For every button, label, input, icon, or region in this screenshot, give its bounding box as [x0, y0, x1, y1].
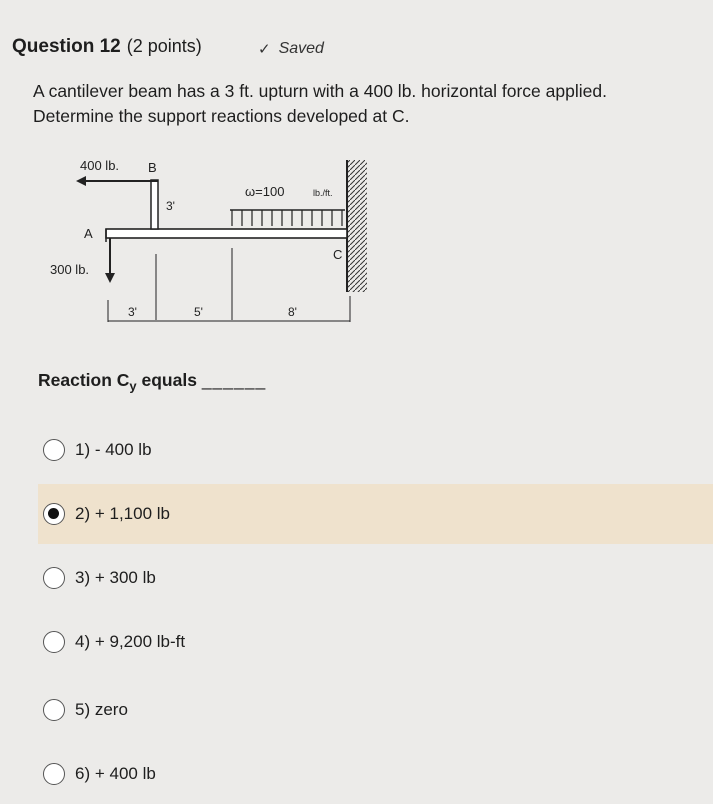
answer-option-2[interactable]	[38, 484, 713, 544]
radio-button[interactable]	[43, 439, 65, 461]
radio-button[interactable]	[43, 763, 65, 785]
force-400-arrowhead	[76, 176, 86, 186]
force-300-label: 300 lb.	[50, 262, 90, 277]
question-title: Question 12	[12, 36, 121, 57]
beam-diagram	[40, 150, 370, 335]
option-label: 4) + 9,200 lb-ft	[75, 632, 186, 651]
answer-option-1[interactable]	[38, 420, 152, 480]
force-400-label: 400 lb.	[80, 158, 120, 173]
answer-blank: ______	[201, 370, 267, 390]
checkmark-icon: ✓	[258, 41, 271, 58]
reaction-suffix: equals	[136, 370, 197, 390]
point-c-label: C	[333, 247, 343, 262]
point-b-label: B	[148, 160, 157, 175]
question-prompt	[33, 79, 713, 129]
radio-button[interactable]	[43, 631, 65, 653]
option-label: 2) + 1,100 lb	[75, 504, 170, 523]
radio-button[interactable]	[43, 699, 65, 721]
option-label: 1) - 400 lb	[75, 440, 152, 459]
dim-2-label: 5'	[194, 305, 203, 319]
reaction-label: Reaction C	[38, 370, 130, 390]
load-arrows	[232, 210, 342, 226]
load-unit-label: lb./ft.	[313, 188, 333, 198]
option-label: 6) + 400 lb	[75, 764, 156, 783]
wall-support	[347, 160, 367, 292]
answer-option-4[interactable]	[38, 612, 185, 672]
dim-3-label: 8'	[288, 305, 297, 319]
question-points: (2 points)	[126, 36, 202, 56]
answer-option-5[interactable]	[38, 680, 128, 740]
force-300-arrowhead	[105, 273, 115, 283]
point-a-label: A	[84, 226, 93, 241]
saved-status	[258, 40, 324, 58]
dim-1-label: 3'	[128, 305, 137, 319]
radio-button-selected[interactable]	[43, 503, 65, 525]
upturn	[151, 180, 158, 229]
radio-button[interactable]	[43, 567, 65, 589]
question-header	[12, 36, 202, 64]
load-omega-label: ω=100	[245, 184, 285, 199]
answer-option-3[interactable]	[38, 548, 156, 608]
upturn-height-label: 3'	[166, 199, 175, 213]
answer-option-6[interactable]	[38, 744, 156, 804]
reaction-subscript: y	[129, 378, 137, 394]
option-label: 3) + 300 lb	[75, 568, 156, 587]
saved-label: Saved	[278, 40, 324, 57]
prompt-line: Determine the support reactions developed at C.	[33, 106, 410, 126]
beam	[106, 229, 347, 238]
reaction-prompt	[38, 370, 266, 394]
option-label: 5) zero	[75, 700, 128, 719]
prompt-line: A cantilever beam has a 3 ft. upturn with a 400 lb. horizontal force applied.	[33, 81, 607, 101]
